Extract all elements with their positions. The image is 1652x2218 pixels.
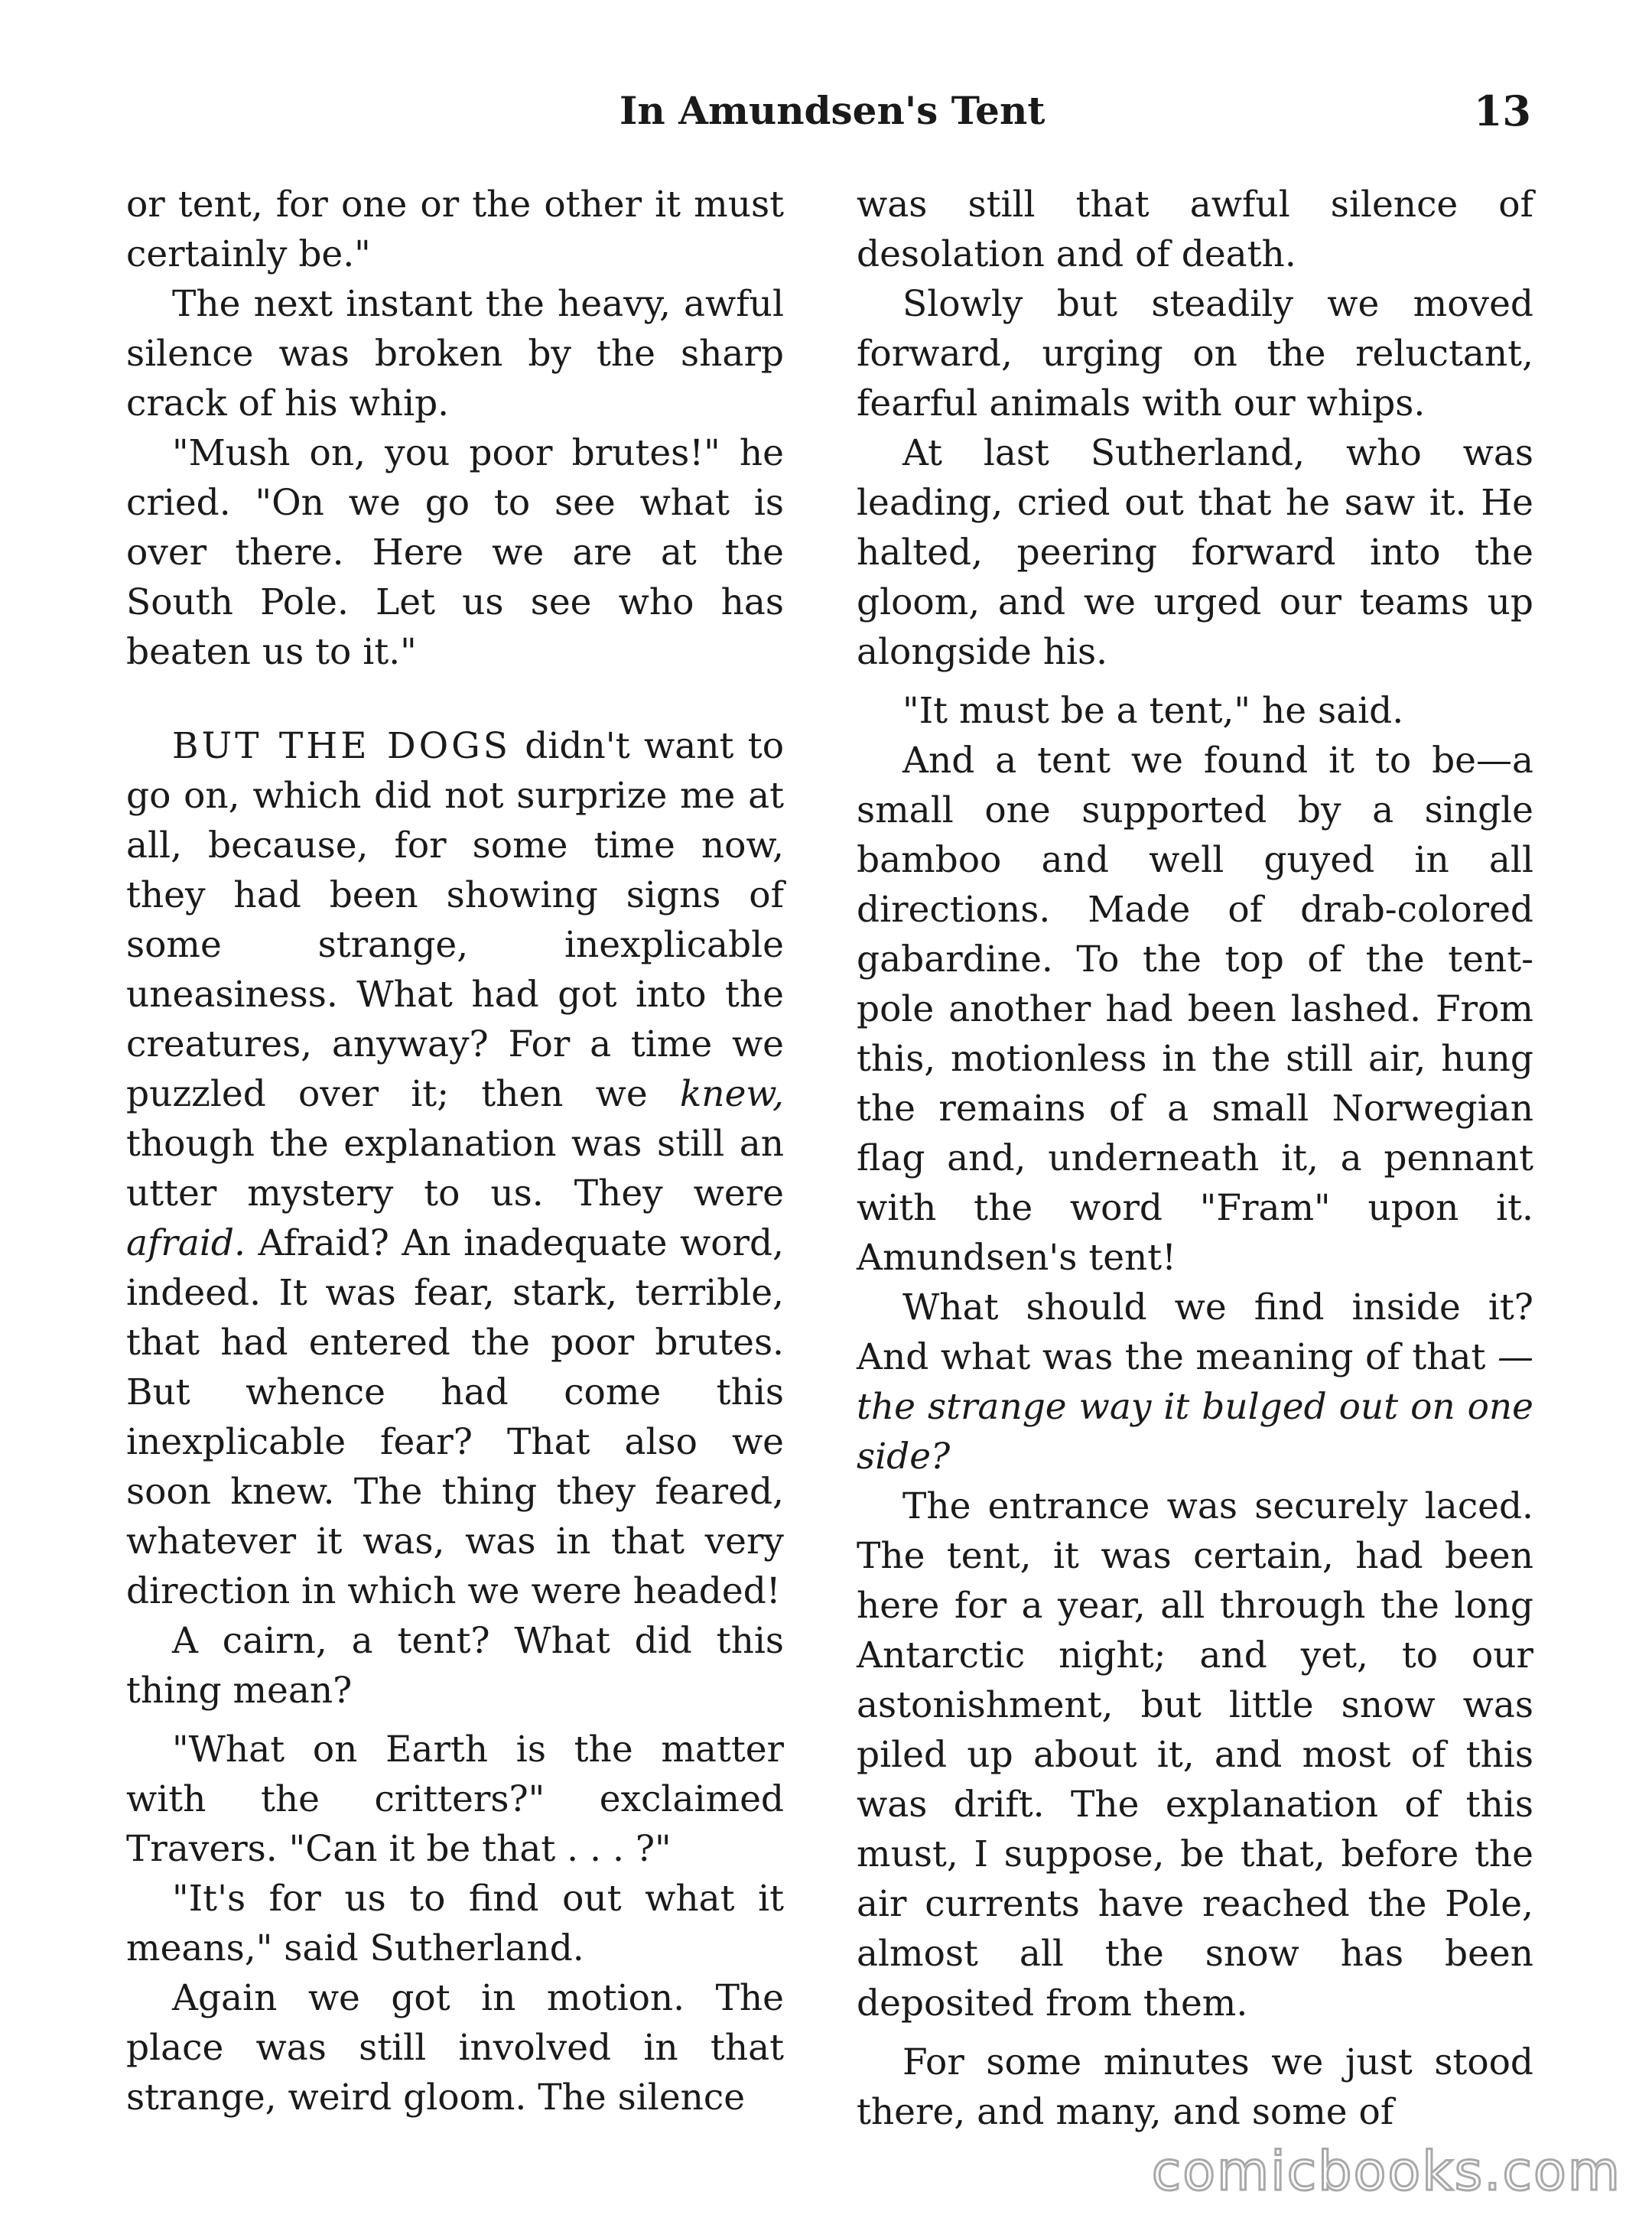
watermark: comicbooks.com — [1151, 2140, 1621, 2203]
text-run: What should we find inside it? And what was the meaning of that — [857, 1286, 1533, 1378]
left-column — [126, 180, 784, 2122]
paragraph — [857, 1283, 1533, 1481]
paragraph: or tent, for one or the other it must certainly be." — [126, 184, 784, 275]
page-header — [0, 80, 1652, 141]
paragraph: Slowly but steadily we moved forward, urging on the reluctant, fearful animals with our whips. — [857, 283, 1533, 424]
text-run: though the explanation was still an utter mystery to us. They were — [126, 1123, 784, 1215]
paragraph: The entrance was securely laced. The tent, it was certain, had been here for a year, all through the long Antarctic night; and yet, to our astonishment, but little snow was piled up about it, and most of this was drift. The explanation of this must, I suppose, be that, before the air currents have reached the Pole, almost all the snow has been deposited from them. — [857, 1485, 1533, 2024]
paragraph: For some minutes we just stood there, and many, and some of — [857, 2041, 1533, 2133]
emphasis: knew, — [679, 1073, 784, 1115]
paragraph: And a tent we found it to be—a small one supported by a single bamboo and well guyed in all directions. Made of drab-colored gabardine. To the top of the tent-pole another had been lashed. From this, motionless in the still air, hung the remains of a small Norwegian flag and, underneath it, a pennant with the word "Fram" upon it. Amundsen's tent! — [857, 740, 1533, 1279]
paragraph: was still that awful silence of desolation and of death. — [857, 184, 1533, 275]
paragraph: A cairn, a tent? What did this thing mean? — [126, 1620, 784, 1712]
text-run: didn't want to go on, which did not surprize me at all, because, for some time now, they had been showing signs of some strange, inexplicable uneasiness. What had got into the creatures, anyway? For a time we puzzled over it; then we — [126, 725, 784, 1115]
section-opening-paragraph — [126, 721, 784, 1616]
section-opening-caps: BUT THE DOGS — [172, 725, 511, 767]
paragraph: "It's for us to find out what it means," said Sutherland. — [126, 1878, 784, 1969]
paragraph: Again we got in motion. The place was still involved in that strange, weird gloom. The silence — [126, 1977, 784, 2119]
right-column — [857, 180, 1533, 2137]
page-number: 13 — [1473, 86, 1531, 135]
paragraph: "What on Earth is the matter with the critters?" exclaimed Travers. "Can it be that . . . ?" — [126, 1729, 784, 1870]
emphasis: —the strange way it bulged out on one side? — [857, 1336, 1533, 1478]
text-run: Afraid? An inadequate word, indeed. It was fear, stark, terrible, that had entered the poor brutes. But whence had come this inexplicable fear? That also we soon knew. The thing they feared, whatever it was, was in that very direction in which we were headed! — [126, 1222, 784, 1612]
paragraph: "It must be a tent," he said. — [902, 690, 1404, 732]
emphasis: afraid. — [126, 1222, 246, 1264]
paragraph: "Mush on, you poor brutes!" he cried. "On we go to see what is over there. Here we are at the South Pole. Let us see who has beaten us to it." — [126, 432, 784, 673]
paragraph: The next instant the heavy, awful silence was broken by the sharp crack of his whip. — [126, 283, 784, 424]
running-title: In Amundsen's Tent — [620, 88, 1046, 133]
paragraph: At last Sutherland, who was leading, cried out that he saw it. He halted, peering forward into the gloom, and we urged our teams up alongside his. — [857, 432, 1533, 673]
